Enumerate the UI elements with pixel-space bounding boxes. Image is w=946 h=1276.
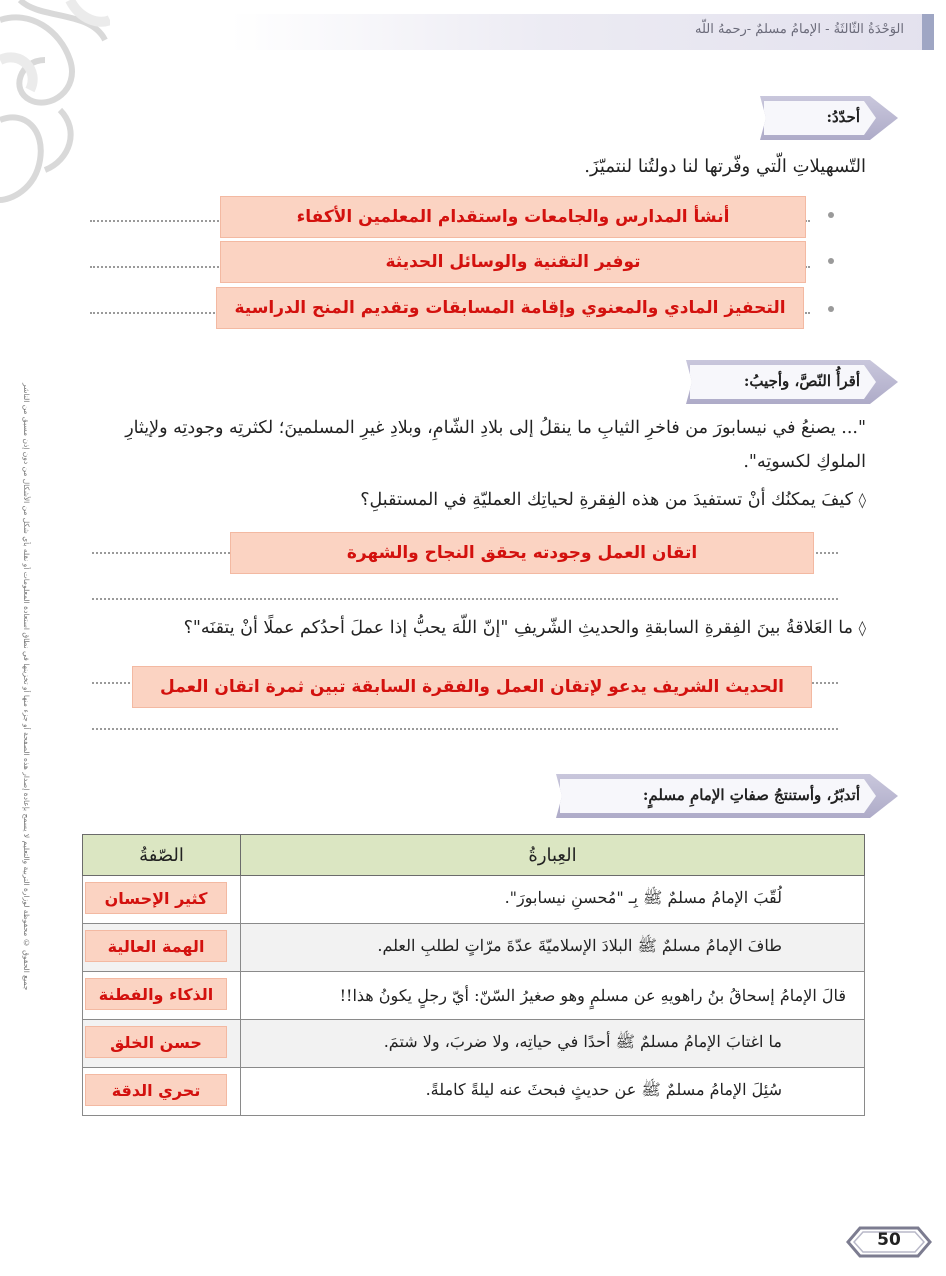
section-label-read: أقرأُ النّصَّ، وأجيبُ: (743, 372, 860, 390)
page-number: 50 (877, 1230, 901, 1250)
copyright-note: جميع الحقوق © محفوظة لوزارة التربية والتعليم لا يسمح بإعادة إصدار هذه الصفحة أو جزء منها أو تخزينها في نطاق استعادة المعلومات أو نقله بأي شكل من الأشكال من دون إذن مسبق من الناشر (22, 382, 31, 990)
question-2 (184, 618, 866, 638)
header-phrase: العِبارةُ (241, 835, 865, 876)
answer-box-3: التحفيز المادي والمعنوي وإقامة المسابقات وتقديم المنح الدراسية (216, 287, 804, 329)
table-row (83, 1020, 865, 1068)
section1-prompt: التّسهيلاتِ الّتي وفّرتها لنا دولتُنا لنتميّزَ. (584, 156, 866, 177)
bullet-2 (828, 258, 834, 264)
dotted-line-q1b (92, 598, 838, 600)
table-header-row (83, 835, 865, 876)
answer-box-1: أنشأ المدارس والجامعات واستقدام المعلمين الأكفاء (220, 196, 806, 238)
row-phrase: ما اغتابَ الإمامُ مسلمٌ ﷺ أحدًا في حياتِه، ولا ضربَ، ولا شتمَ. (241, 1020, 865, 1068)
trait-answer: الذكاء والفطنة (85, 978, 227, 1010)
row-phrase: قالَ الإمامُ إسحاقُ بنُ راهويهِ عن مسلمٍ وهو صغيرُ السّنّ: أيّ رجلٍ يكونُ هذا!! (241, 972, 865, 1020)
quote-line-1: "... يصنعُ في نيسابورَ من فاخرِ الثيابِ ما ينقلُ إلى بلادِ الشّامِ، وبلادِ غيرِ المسلمينَ؛ لكثرتِه وجودتِه ولإيثارِ (125, 418, 866, 438)
row-trait-cell (83, 924, 241, 972)
header-trait: الصّفةُ (83, 835, 241, 876)
header-bar (230, 14, 934, 50)
row-trait-cell (83, 1068, 241, 1116)
bullet-1 (828, 212, 834, 218)
trait-answer: كثير الإحسان (85, 882, 227, 914)
header-accent (922, 14, 934, 50)
section-label-reflect: أتدبّرُ، وأستنتجُ صفاتِ الإمامِ مسلمٍ: (642, 786, 860, 804)
row-phrase: طافَ الإمامُ مسلمٌ ﷺ البلادَ الإسلاميّةَ عدّةَ مرّاتٍ لطلبِ العلم. (241, 924, 865, 972)
row-phrase: لُقّبَ الإمامُ مسلمٌ ﷺ بِـ "مُحسنِ نيسابورَ". (241, 876, 865, 924)
traits-table (82, 834, 865, 1116)
table-row (83, 1068, 865, 1116)
diamond-icon: ◊ (858, 619, 866, 637)
answer-box-2: توفير التقنية والوسائل الحديثة (220, 241, 806, 283)
trait-answer: حسن الخلق (85, 1026, 227, 1058)
dotted-line-q2b (92, 728, 838, 730)
table-row (83, 972, 865, 1020)
row-trait-cell (83, 1020, 241, 1068)
answer-q1: اتقان العمل وجودته يحقق النجاح والشهرة (230, 532, 814, 574)
row-trait-cell (83, 876, 241, 924)
row-phrase: سُئِلَ الإمامُ مسلمٌ ﷺ عن حديثٍ فبحثَ عنه ليلةً كاملةً. (241, 1068, 865, 1116)
question-2-text: ما العَلاقةُ بينَ الفِقرةِ السابقةِ والحديثِ الشّريفِ "إنّ اللّهَ يحبُّ إذا عملَ أحدُكم عملًا أنْ يتقنَه"؟ (183, 618, 853, 638)
trait-answer: تحري الدقة (85, 1074, 227, 1106)
bullet-3 (828, 306, 834, 312)
table-row (83, 924, 865, 972)
answer-q2: الحديث الشريف يدعو لإتقان العمل والفقرة السابقة تبين ثمرة اتقان العمل (132, 666, 812, 708)
question-1 (360, 490, 866, 510)
trait-answer: الهمة العالية (85, 930, 227, 962)
section-label-identify: أحدّدُ: (826, 108, 860, 126)
page-title: الوَحْدَةُ الثّالثَةُ - الإمامُ مسلمٌ -رحمهُ اللّه (694, 22, 904, 37)
row-trait-cell (83, 972, 241, 1020)
diamond-icon: ◊ (858, 491, 866, 509)
corner-ornament-icon (0, 0, 110, 210)
quote-line-2: الملوكِ لكسوتِه". (743, 452, 866, 472)
table-row (83, 876, 865, 924)
question-1-text: كيفَ يمكنُك أنْ تستفيدَ من هذه الفِقرةِ لحياتِك العمليّةِ في المستقبلِ؟ (360, 490, 853, 510)
